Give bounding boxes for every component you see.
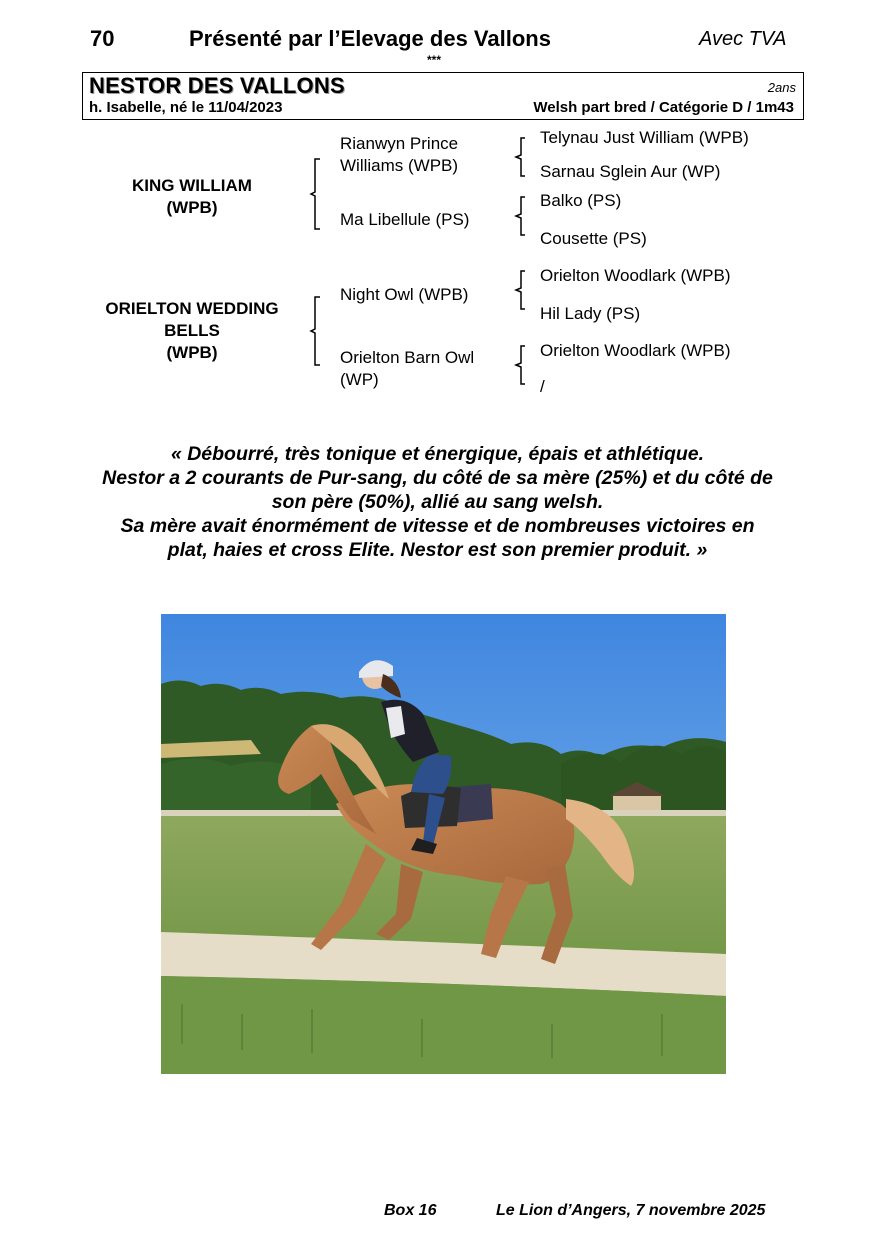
ss-dam-name: Sarnau Sglein Aur (WP) xyxy=(540,162,721,181)
footer-box-number: Box 16 xyxy=(384,1202,437,1219)
dam-sire-name: Night Owl (WPB) xyxy=(340,285,469,304)
ss-sire-name: Telynau Just William (WPB) xyxy=(540,128,749,147)
sire-dam-brace xyxy=(512,196,528,236)
pedigree-chart xyxy=(0,0,875,420)
ds-sire-name: Orielton Woodlark (WPB) xyxy=(540,266,731,285)
sire-dam-name: Ma Libellule (PS) xyxy=(340,210,470,229)
dam-dam-name: Orielton Barn Owl (WP) xyxy=(340,348,475,389)
tax-note: Avec TVA xyxy=(699,28,787,50)
separator-stars: *** xyxy=(427,53,442,67)
lot-number: 70 xyxy=(90,26,115,51)
sd-sire-name: Balko (PS) xyxy=(540,191,622,210)
dd-sire-name: Orielton Woodlark (WPB) xyxy=(540,341,731,360)
horse-description: h. Isabelle, né le 11/04/2023 xyxy=(89,99,283,116)
horse-comment: « Débourré, très tonique et énergique, épais et athlétique. Nestor a 2 courants de Pur-sang, du côté de sa mère (25%) et du côté de son père (50%), allié au sang welsh. Sa mère avait énormément de vitesse et de nombreuses victoires en plat, haies et cross Elite. Nestor est son premier produit. » xyxy=(102,443,773,561)
sd-dam-name: Cousette (PS) xyxy=(540,229,647,248)
dam-dam-brace xyxy=(512,345,528,385)
horse-breed: Welsh part bred / Catégorie D / 1m43 xyxy=(533,99,794,116)
dam-brace xyxy=(306,296,324,366)
footer-place-date: Le Lion d’Angers, 7 novembre 2025 xyxy=(496,1202,766,1219)
horse-photo xyxy=(161,614,726,1074)
dam-name: ORIELTON WEDDING BELLS (WPB) xyxy=(105,299,279,362)
dam-sire-brace xyxy=(512,270,528,310)
sire-sire-name: Rianwyn Prince Williams (WPB) xyxy=(340,134,459,175)
presenter-title: Présenté par l’Elevage des Vallons xyxy=(189,26,551,51)
ds-dam-name: Hil Lady (PS) xyxy=(540,304,641,323)
sire-sire-brace xyxy=(512,137,528,177)
horse-age: 2ans xyxy=(767,80,796,95)
dd-dam-name: / xyxy=(540,377,545,396)
horse-name: NESTOR DES VALLONS xyxy=(89,73,345,98)
sire-name: KING WILLIAM (WPB) xyxy=(132,176,252,217)
sire-brace xyxy=(306,158,324,230)
